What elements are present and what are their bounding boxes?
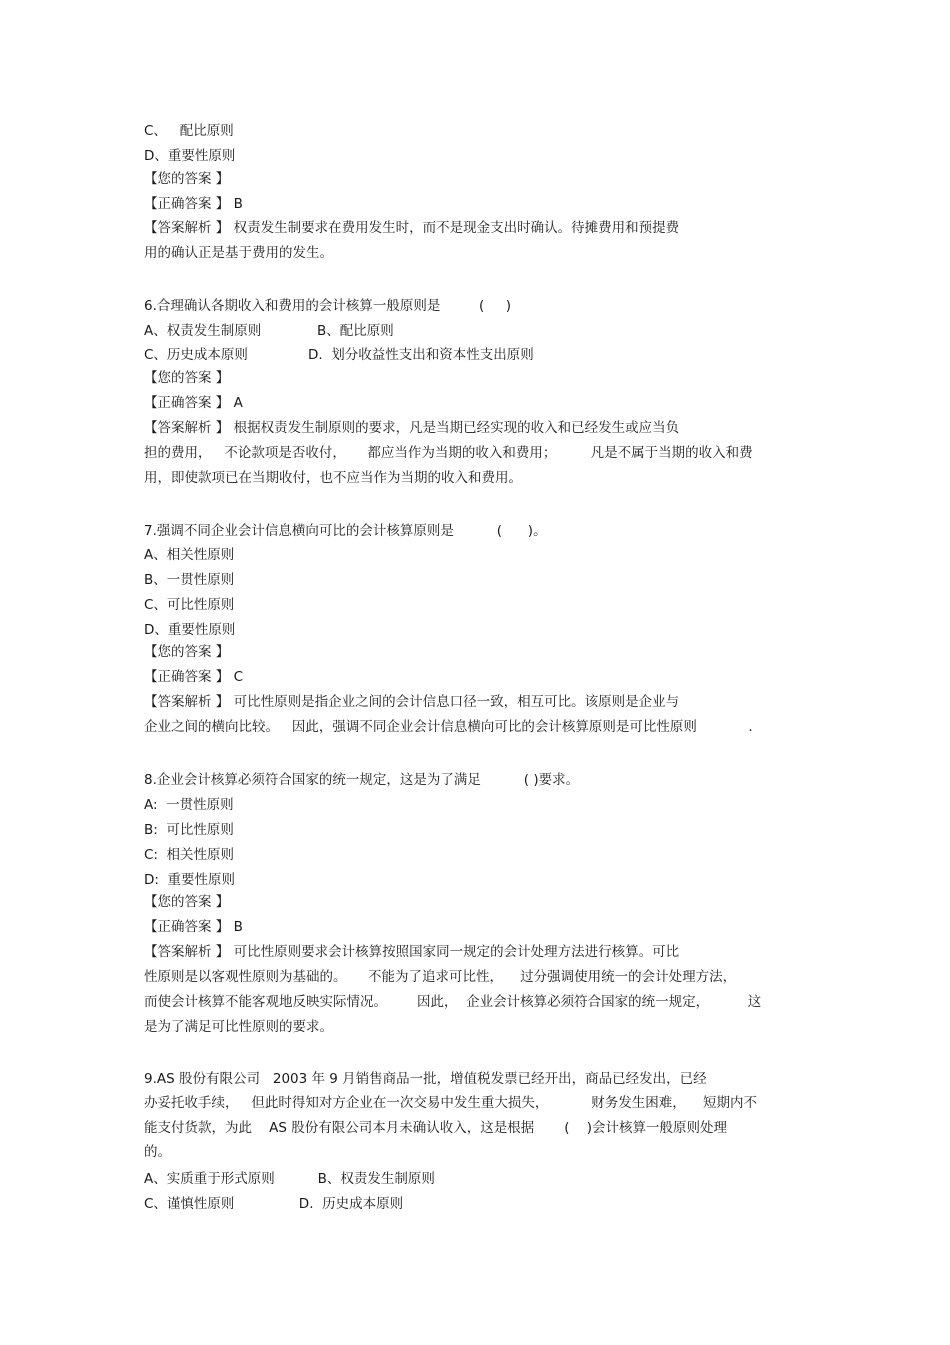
q9-question-line-2: 办妥托收手续， 但此时得知对方企业在一次交易中发生重大损失， 财务发生困难， 短期内不	[144, 1095, 757, 1111]
q6-explanation-line-3: 用，即使款项已在当期收付，也不应当作为当期的收入和费用。	[144, 470, 522, 486]
q6-explanation-line-2: 担的费用， 不论款项是否收付， 都应当作为当期的收入和费用； 凡是不属于当期的收入和费	[144, 445, 753, 461]
q9-options-ab: A、实质重于形式原则 B、权责发生制原则	[144, 1171, 435, 1187]
q6-your-answer: 【您的答案 】	[144, 370, 230, 386]
q5-correct-answer: 【正确答案 】 B	[144, 196, 243, 212]
q8-your-answer: 【您的答案 】	[144, 894, 230, 910]
q8-option-b: B: 可比性原则	[144, 822, 234, 838]
q7-explanation-line-1: 【答案解析 】 可比性原则是指企业之间的会计信息口径一致，相互可比。该原则是企业与	[144, 694, 680, 710]
q5-explanation-line-2: 用的确认正是基于费用的发生。	[144, 245, 333, 261]
q8-explanation-line-4: 是为了满足可比性原则的要求。	[144, 1019, 333, 1035]
q5-option-d: D、重要性原则	[144, 148, 236, 164]
q7-explanation-line-2: 企业之间的横向比较。 因此，强调不同企业会计信息横向可比的会计核算原则是可比性原则 .	[144, 719, 753, 735]
q7-question: 7.强调不同企业会计信息横向可比的会计核算原则是 ( )。	[144, 523, 547, 539]
q8-explanation-line-3: 而使会计核算不能客观地反映实际情况。 因此， 企业会计核算必须符合国家的统一规定， 这	[144, 994, 762, 1010]
q7-correct-answer: 【正确答案 】 C	[144, 669, 244, 685]
q9-question-line-4: 的。	[144, 1144, 171, 1160]
q5-explanation-line-1: 【答案解析 】 权责发生制要求在费用发生时，而不是现金支出时确认。待摊费用和预提费	[144, 220, 680, 236]
q5-option-c: C、 配比原则	[144, 123, 234, 139]
q6-question: 6.合理确认各期收入和费用的会计核算一般原则是 ( )	[144, 298, 511, 314]
q9-question-line-1: 9.AS 股份有限公司 2003 年 9 月销售商品一批，增值税发票已经开出，商品已经发出，已经	[144, 1071, 707, 1087]
q8-option-a: A: 一贯性原则	[144, 797, 234, 813]
q8-explanation-line-1: 【答案解析 】 可比性原则要求会计核算按照国家同一规定的会计处理方法进行核算。可比	[144, 944, 680, 960]
q6-options-ab: A、权责发生制原则 B、配比原则	[144, 323, 394, 339]
q6-correct-answer: 【正确答案 】 A	[144, 395, 243, 411]
q7-option-d: D、重要性原则	[144, 622, 236, 638]
q6-explanation-line-1: 【答案解析 】 根据权责发生制原则的要求，凡是当期已经实现的收入和已经发生或应当负	[144, 420, 680, 436]
q7-option-c: C、可比性原则	[144, 597, 235, 613]
q5-your-answer: 【您的答案 】	[144, 171, 230, 187]
q9-options-cd: C、谨慎性原则 D. 历史成本原则	[144, 1196, 404, 1212]
q8-correct-answer: 【正确答案 】 B	[144, 919, 243, 935]
q7-option-b: B、一贯性原则	[144, 572, 235, 588]
q7-option-a: A、相关性原则	[144, 547, 235, 563]
q9-question-line-3: 能支付货款，为此 AS 股份有限公司本月未确认收入，这是根据 ( )会计核算一般原则处理	[144, 1120, 727, 1136]
q8-question: 8.企业会计核算必须符合国家的统一规定，这是为了满足 ( )要求。	[144, 772, 580, 788]
q7-your-answer: 【您的答案 】	[144, 644, 230, 660]
q6-options-cd: C、历史成本原则 D. 划分收益性支出和资本性支出原则	[144, 347, 534, 363]
q8-option-d: D: 重要性原则	[144, 872, 236, 888]
q8-explanation-line-2: 性原则是以客观性原则为基础的。 不能为了追求可比性， 过分强调使用统一的会计处理方法，	[144, 969, 737, 985]
q8-option-c: C: 相关性原则	[144, 847, 235, 863]
